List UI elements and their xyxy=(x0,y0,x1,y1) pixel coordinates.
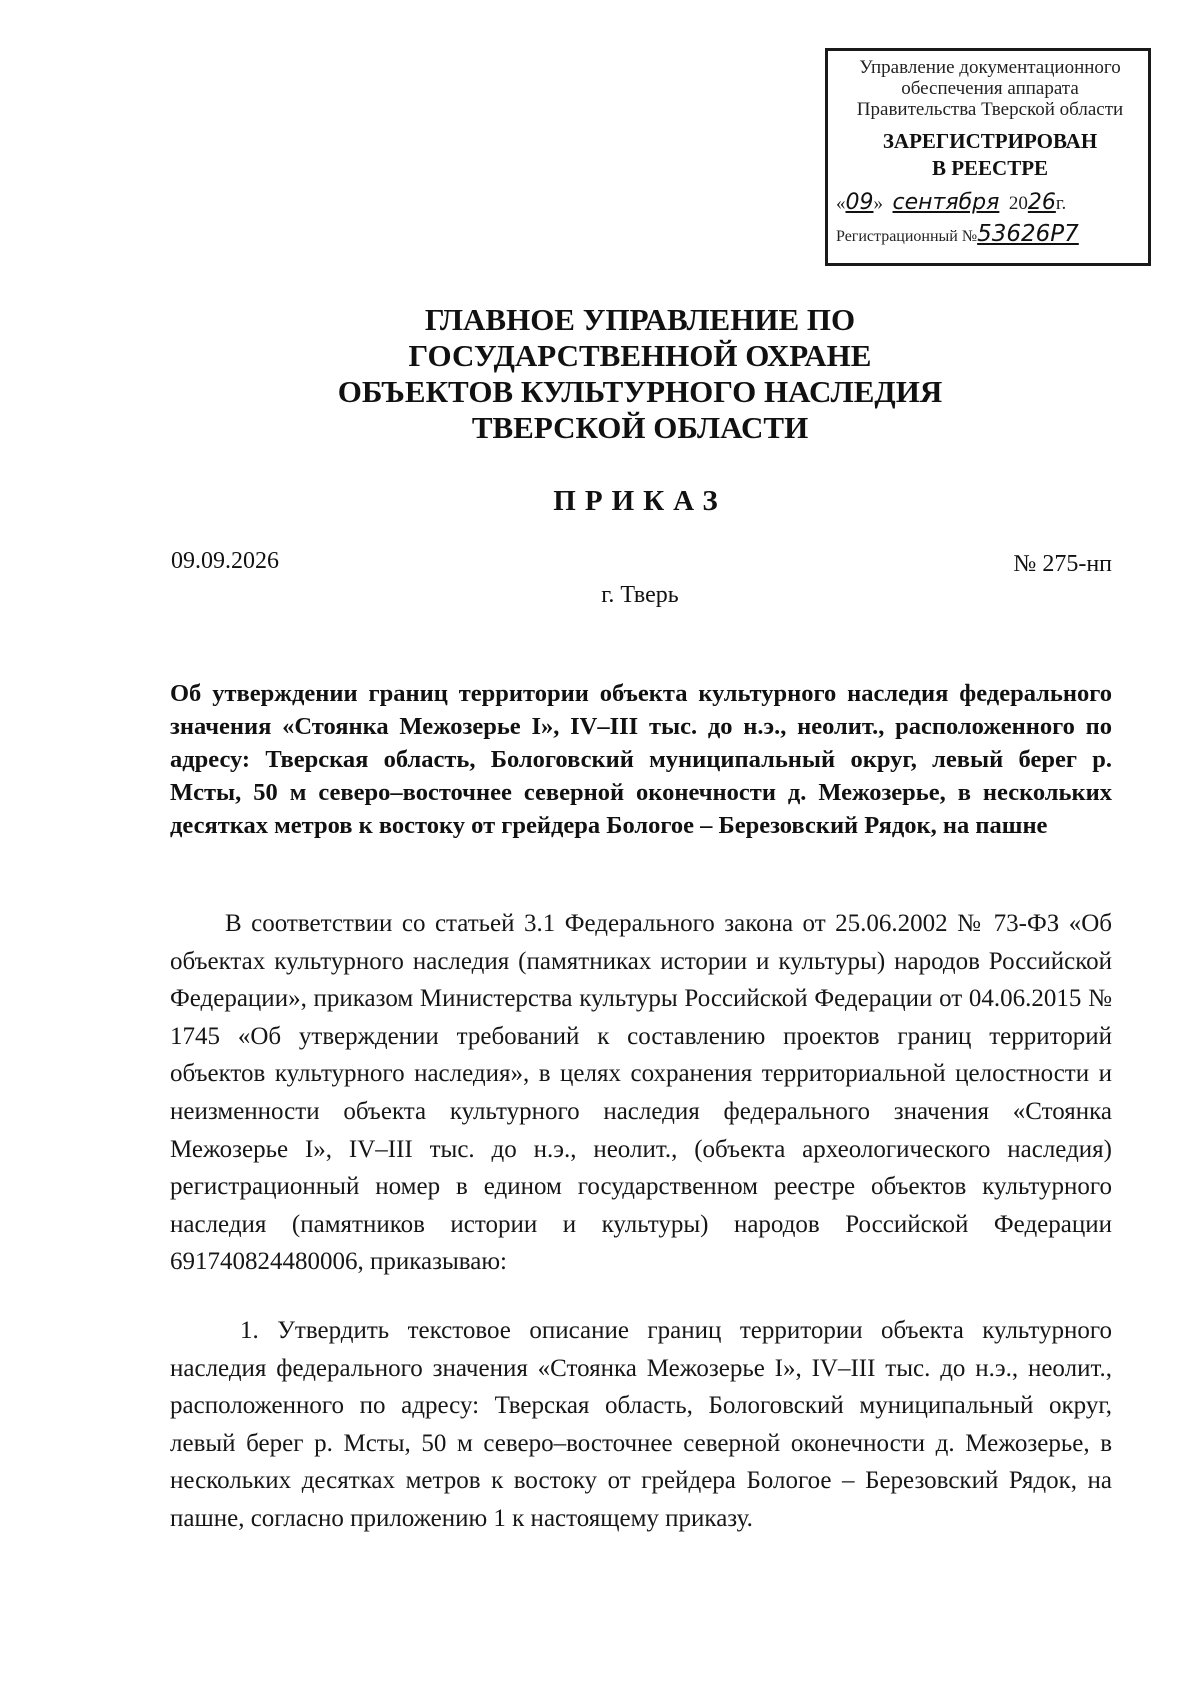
stamp-org-line: Управление документационного xyxy=(859,57,1121,78)
agency-name xyxy=(200,302,1080,446)
stamp-reg-line: ЗАРЕГИСТРИРОВАН xyxy=(882,129,1098,153)
stamp-date-day: 09 xyxy=(845,190,874,215)
stamp-date-year-suffix: 26 xyxy=(1027,190,1056,215)
document-title: Об утверждении границ территории объекта культурного наследия федерального значения «Стоянка Межозерье I», IV–III тыс. до н.э., неолит., расположенного по адресу: Тверская область, Бологовский муниципальный округ, левый берег р. Мсты, 50 м северо–восточнее северной оконечности д. Межозерье, в нескольких десятках метров к востоку от грейдера Бологое – Березовский Рядок, на пашне xyxy=(170,680,1112,839)
body-paragraph: В соответствии со статьей 3.1 Федерального закона от 25.06.2002 № 73-ФЗ «Об объектах культурного наследия (памятниках истории и культуры) народов Российской Федерации», приказом Министерства культуры Российской Федерации от 04.06.2015 № 1745 «Об утверждении требований к составлению проектов границ территорий объектов культурного наследия», в целях сохранения территориальной целостности и неизменности объекта культурного наследия федерального значения «Стоянка Межозерье I», IV–III тыс. до н.э., неолит., (объекта археологического наследия) регистрационный номер в едином государственном реестре объектов культурного наследия (памятников истории и культуры) народов Российской Федерации 691740824480006, приказываю: xyxy=(170,910,1112,1276)
stamp-registered-label xyxy=(836,128,1144,182)
agency-line: ОБЪЕКТОВ КУЛЬТУРНОГО НАСЛЕДИЯ xyxy=(337,374,943,409)
stamp-reg-line: В РЕЕСТРЕ xyxy=(931,156,1049,180)
document-number: № 275-нп xyxy=(1013,551,1112,577)
document-date: 09.09.2026 xyxy=(171,548,279,574)
body-paragraph-item-1: 1. Утвердить текстовое описание границ территории объекта культурного наследия федерального значения «Стоянка Межозерье I», IV–III тыс. до н.э., неолит., расположенного по адресу: Тверская область, Бологовский муниципальный округ, левый берег р. Мсты, 50 м северо–восточнее северной оконечности д. Межозерье, в нескольких десятках метров к востоку от грейдера Бологое – Березовский Рядок, на пашне, согласно приложению 1 к настоящему приказу. xyxy=(170,1317,1112,1532)
document-type: ПРИКАЗ xyxy=(553,485,727,517)
stamp-date-quote: « xyxy=(836,193,846,214)
stamp-date xyxy=(836,190,1144,217)
stamp-registration-number xyxy=(836,221,1144,250)
stamp-number-value: 53626Р7 xyxy=(977,221,1079,247)
stamp-date-suffix: г. xyxy=(1055,193,1067,214)
stamp-date-quote: » xyxy=(873,193,883,214)
registration-stamp xyxy=(825,48,1151,266)
agency-line: ТВЕРСКОЙ ОБЛАСТИ xyxy=(471,410,809,445)
stamp-date-month: сентября xyxy=(892,190,1000,215)
stamp-number-label: Регистрационный № xyxy=(836,228,978,245)
stamp-date-year-prefix: 20 xyxy=(1008,193,1028,214)
agency-line: ГОСУДАРСТВЕННОЙ ОХРАНЕ xyxy=(408,338,872,373)
document-city: г. Тверь xyxy=(601,582,679,608)
stamp-organization xyxy=(836,57,1144,120)
stamp-org-line: обеспечения аппарата xyxy=(901,78,1079,99)
stamp-org-line: Правительства Тверской области xyxy=(856,99,1124,120)
agency-line: ГЛАВНОЕ УПРАВЛЕНИЕ ПО xyxy=(424,302,856,337)
